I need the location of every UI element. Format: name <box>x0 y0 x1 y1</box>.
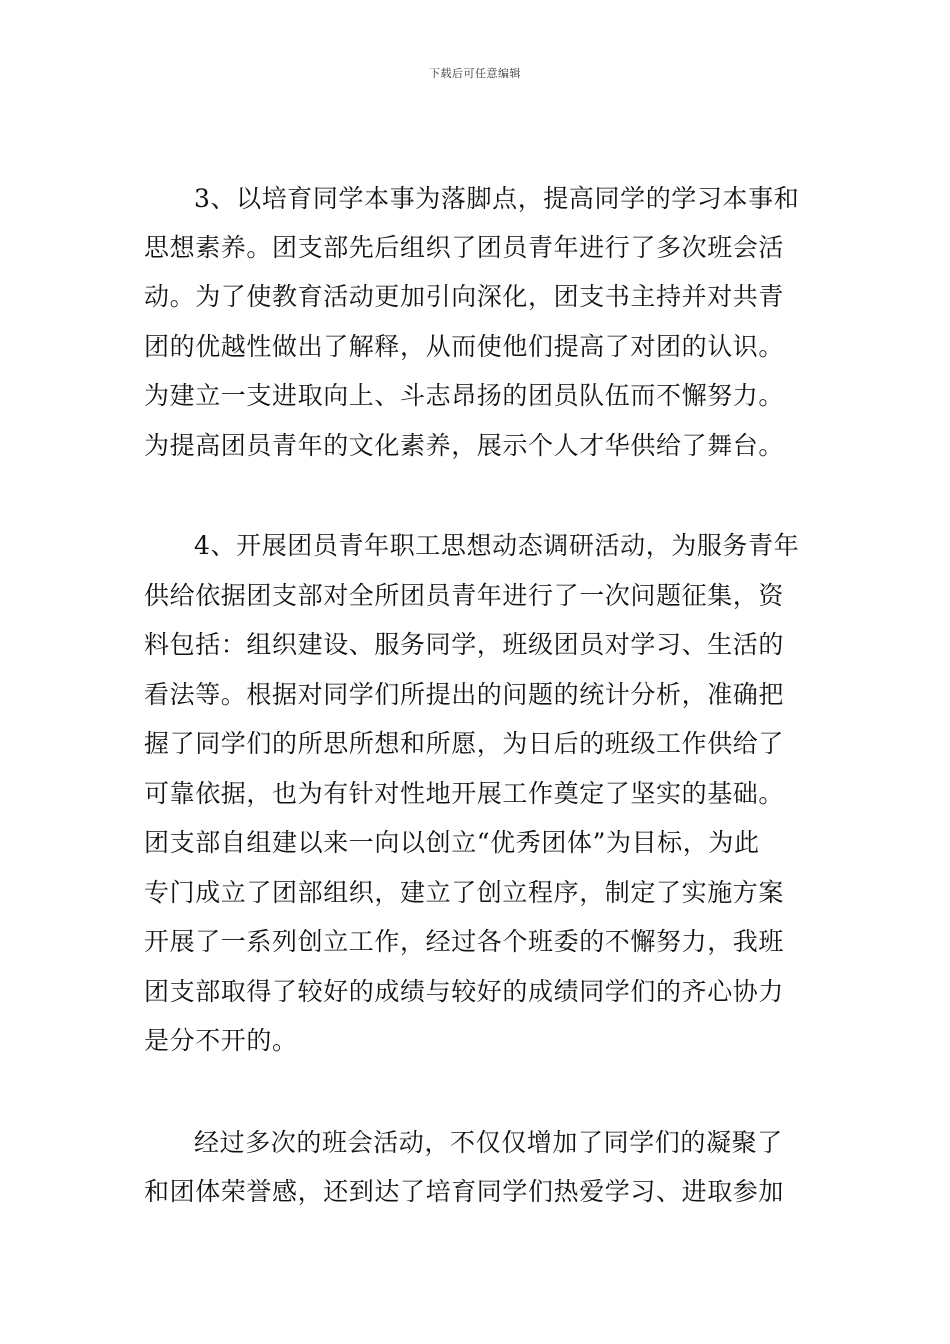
text-line: 开展了一系列创立工作，经过各个班委的不懈努力，我班 <box>144 927 785 956</box>
page-header: 下载后可任意编辑 <box>429 67 521 80</box>
text-line: 3、以培育同学本事为落脚点，提高同学的学习本事和 <box>194 184 800 213</box>
text-line: 是分不开的。 <box>144 1026 298 1055</box>
text-line: 握了同学们的所思所想和所愿，为日后的班级工作供给了 <box>144 729 785 758</box>
text-line: 思想素养。团支部先后组织了团员青年进行了多次班会活 <box>144 233 785 262</box>
text-line: 看法等。根据对同学们所提出的问题的统计分析，准确把 <box>144 680 785 709</box>
text-line: 专门成立了团部组织，建立了创立程序，制定了实施方案 <box>144 878 785 907</box>
text-line: 团支部取得了较好的成绩与较好的成绩同学们的齐心协力 <box>144 977 785 1006</box>
text-line: 团支部自组建以来一向以创立“优秀团体”为目标，为此 <box>144 828 760 857</box>
text-line: 经过多次的班会活动，不仅仅增加了同学们的凝聚了 <box>194 1128 783 1157</box>
text-line: 为建立一支进取向上、斗志昂扬的团员队伍而不懈努力。 <box>144 381 785 410</box>
text-line: 4、开展团员青年职工思想动态调研活动，为服务青年 <box>194 531 800 560</box>
text-line: 料包括：组织建设、服务同学，班级团员对学习、生活的 <box>144 630 785 659</box>
text-line: 供给依据团支部对全所团员青年进行了一次问题征集，资 <box>144 581 785 610</box>
text-line: 团的优越性做出了解释，从而使他们提高了对团的认识。 <box>144 332 785 361</box>
text-line: 为提高团员青年的文化素养，展示个人才华供给了舞台。 <box>144 431 785 460</box>
text-line: 和团体荣誉感，还到达了培育同学们热爱学习、进取参加 <box>144 1177 785 1206</box>
text-line: 可靠依据，也为有针对性地开展工作奠定了坚实的基础。 <box>144 779 785 808</box>
text-line: 动。为了使教育活动更加引向深化，团支书主持并对共青 <box>144 282 785 311</box>
